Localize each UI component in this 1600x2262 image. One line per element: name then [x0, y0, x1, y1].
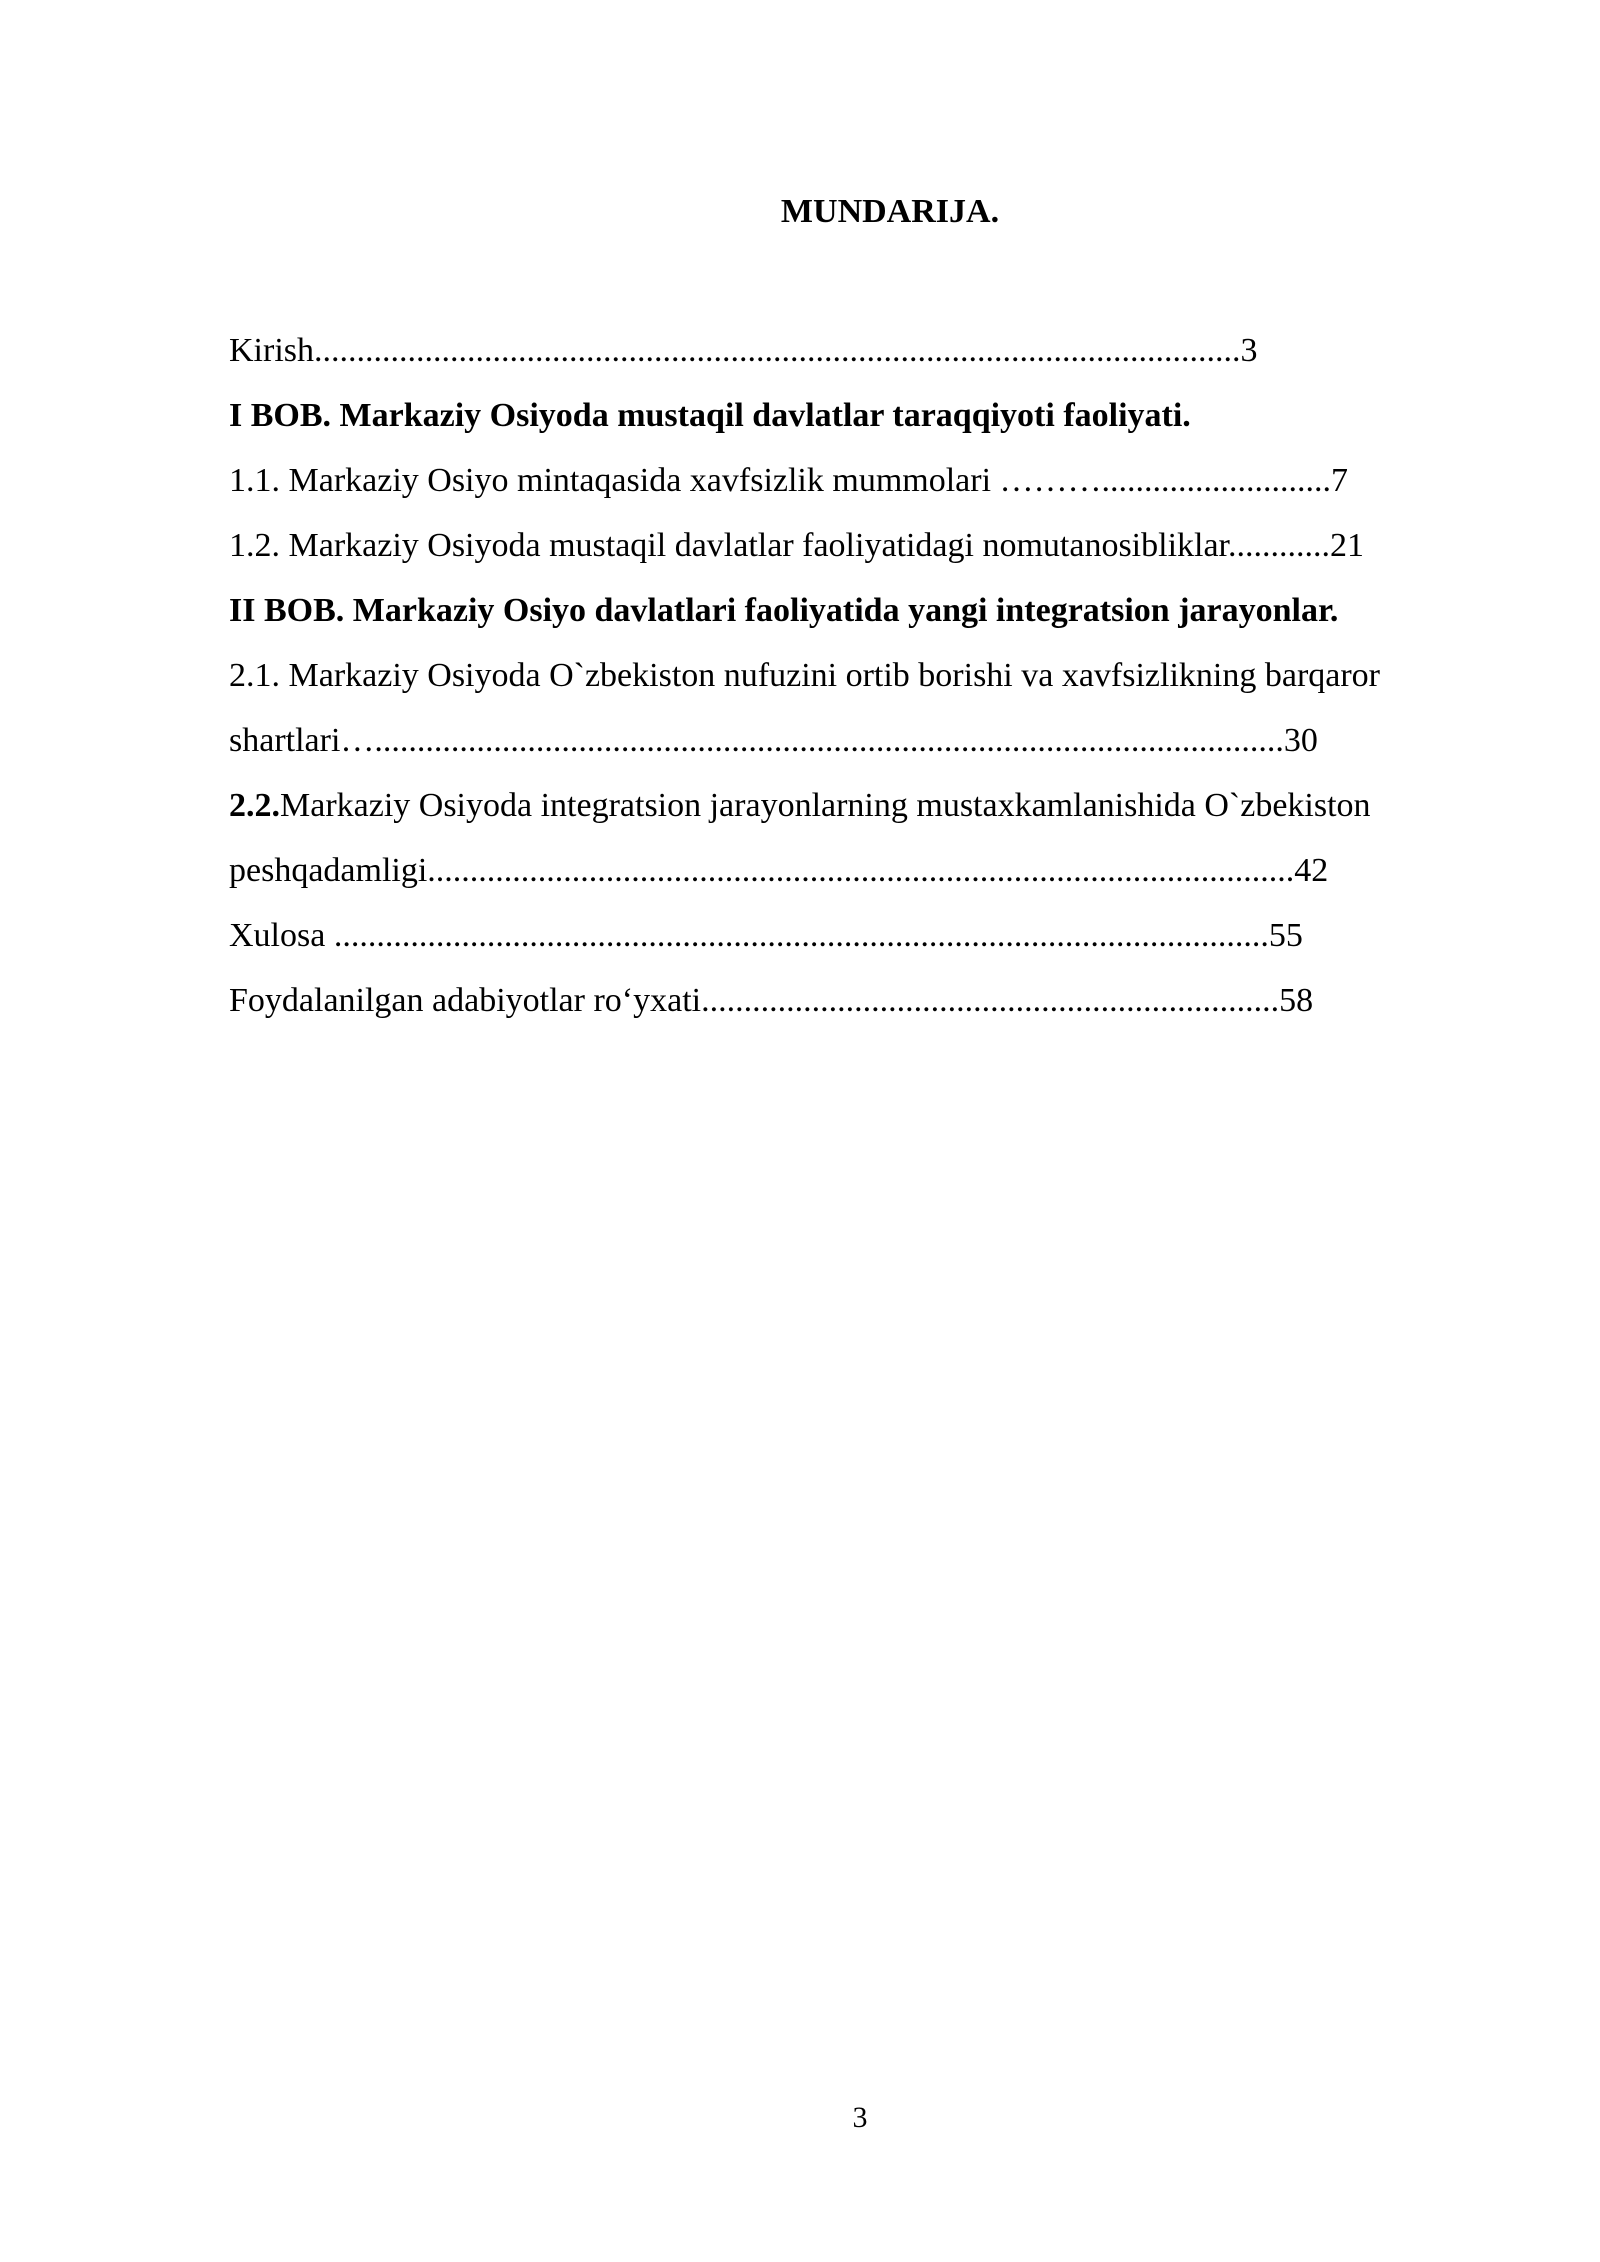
toc-entry-xulosa: Xulosa ..............................................................................................................55: [229, 917, 1303, 954]
toc-entry-2-1-line-2: shartlari…...........................................................................................................30: [229, 722, 1318, 759]
page-number: 3: [852, 2101, 868, 2134]
table-of-contents: [229, 318, 1529, 1033]
toc-entry-2-1-line-1: 2.1. Markaziy Osiyoda O`zbekiston nufuzini ortib borishi va xavfsizlikning barqaror: [229, 657, 1381, 694]
toc-entry-1-2: 1.2. Markaziy Osiyoda mustaqil davlatlar faoliyatidagi nomutanosibliklar............21: [229, 527, 1364, 564]
toc-entry-1-1: 1.1. Markaziy Osiyo mintaqasida xavfsizlik mummolari ………...........................7: [229, 462, 1349, 499]
toc-chapter-2-heading: II BOB. Markaziy Osiyo davlatlari faoliyatida yangi integratsion jarayonlar.: [229, 592, 1339, 629]
toc-entry-adabiyotlar: Foydalanilgan adabiyotlar ro‘yxati....................................................................58: [229, 982, 1314, 1019]
toc-entry-2-2-line-2: peshqadamligi......................................................................................................42: [229, 852, 1329, 889]
page-title: MUNDARIJA.: [780, 193, 1000, 230]
toc-entry-kirish: Kirish.............................................................................................................3: [229, 332, 1258, 369]
toc-entry-2-2-number: 2.2.: [229, 787, 280, 824]
toc-chapter-1-heading: I BOB. Markaziy Osiyoda mustaqil davlatlar taraqqiyoti faoliyati.: [229, 397, 1191, 434]
toc-entry-2-2-text: Markaziy Osiyoda integratsion jarayonlarning mustaxkamlanishida O`zbekiston: [280, 787, 1371, 824]
toc-entry-2-2-line-1: [229, 773, 1529, 838]
